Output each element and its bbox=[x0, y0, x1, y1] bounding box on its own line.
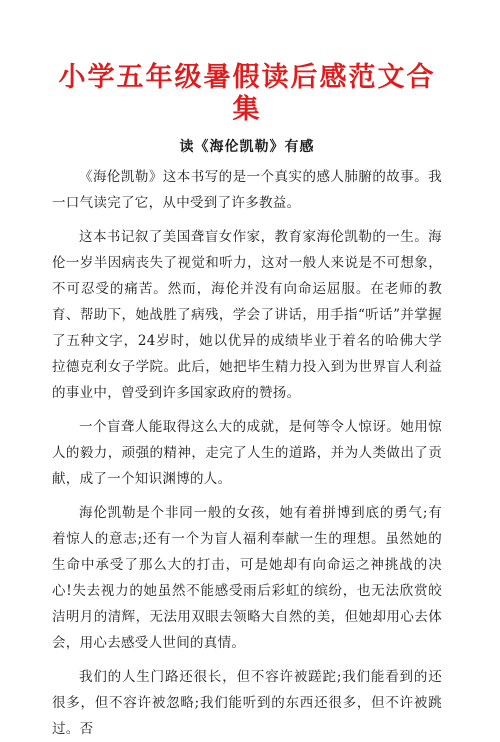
paragraph-3: 一个盲聋人能取得这么大的成就，是何等令人惊讶。她用惊人的毅力，顽强的精神，走完了人生的道路，并为人类做出了贡献，成了一个知识渊博的人。 bbox=[52, 419, 442, 487]
article-title: 读《海伦凯勒》有感 bbox=[179, 139, 315, 155]
paragraph-2: 这本书记叙了美国聋盲女作家，教育家海伦凯勒的一生。海伦一岁半因病丧失了视觉和听力，这对一般人来说是不可想象，不可忍受的痛苦。然而，海伦并没有向命运屈服。在老师的教育、帮助下，她战胜了病残，学会了讲话，用手指“听话”并掌握了五种文字，24岁时，她以优异的成绩毕业于着名的哈佛大学拉德克利女子学院。此后，她把毕生精力投入到为世界盲人利益的事业中，曾受到许多国家政府的赞扬。 bbox=[52, 229, 442, 401]
paragraph-4: 海伦凯勒是个非同一般的女孩，她有着拼博到底的勇气;有着惊人的意志;还有一个为盲人福利奉献一生的理想。虽然她的生命中承受了那么大的打击，可是她却有向命运之神挑战的决心!失去视力的她虽然不能感受雨后彩虹的缤纷，也无法欣赏皎洁明月的清辉，无法用双眼去领略大自然的美，但她却用心去体会，用心去感受人世间的真情。 bbox=[52, 505, 442, 651]
document-title: 小学五年级暑假读后感范文合集 bbox=[58, 62, 436, 125]
paragraph-1: 《海伦凯勒》这本书写的是一个真实的感人肺腑的故事。我一口气读完了它，从中受到了许多教益。 bbox=[52, 169, 442, 211]
paragraph-5: 我们的人生门路还很长，但不容许被蹉跎;我们能看到的还很多，但不容许被忽略;我们能听到的东西还很多，但不许被跳过。否 bbox=[52, 669, 442, 737]
